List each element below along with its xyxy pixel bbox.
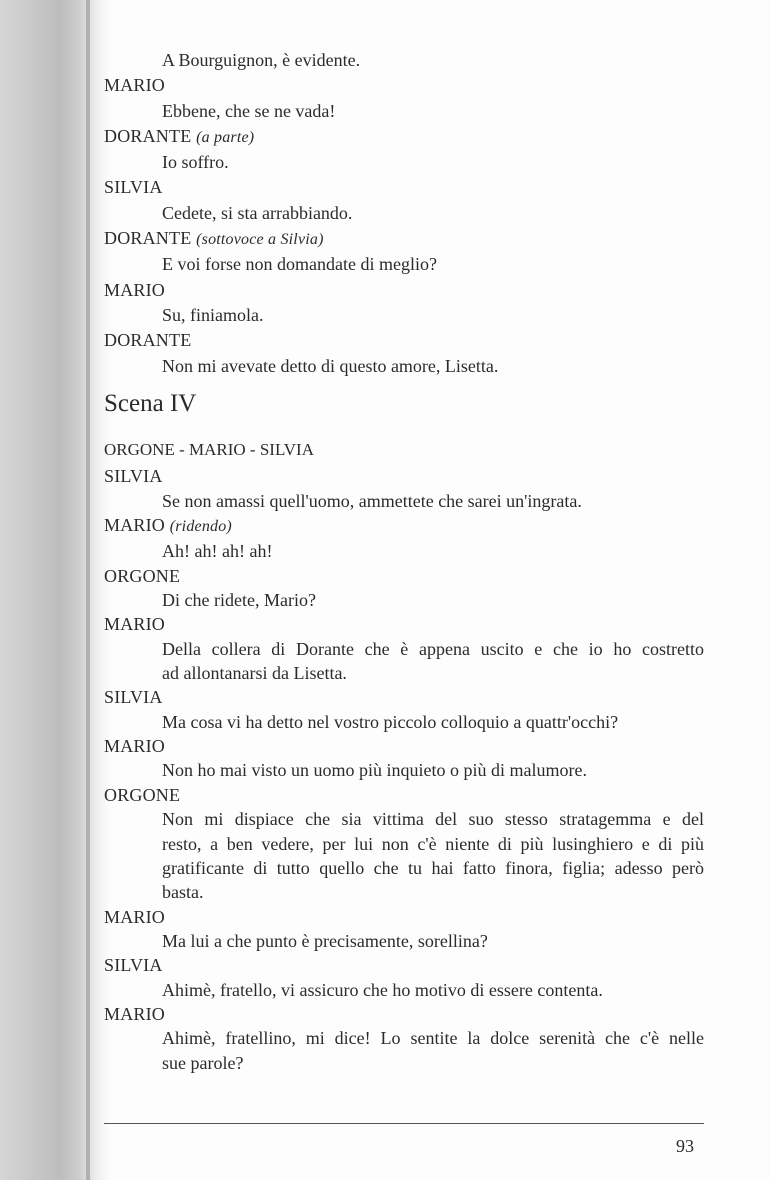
speaker-label: ORGONE bbox=[104, 565, 181, 586]
speaker-name bbox=[104, 953, 704, 977]
dialogue-line: Non mi dispiace che sia vittima del suo stesso stratagemma e del bbox=[162, 809, 704, 830]
dialogue-line: Io soffro. bbox=[162, 152, 229, 173]
speaker-label: SILVIA bbox=[104, 177, 163, 198]
speaker-label: MARIO bbox=[104, 1003, 166, 1024]
speaker-name bbox=[104, 73, 704, 98]
dialogue-line: Ah! ah! ah! ah! bbox=[162, 541, 273, 562]
speaker-label: MARIO bbox=[104, 515, 166, 536]
speaker-label: MARIO bbox=[104, 75, 166, 96]
dialogue-line: gratificante di tutto quello che tu hai fatto finora, figlia; adesso però bbox=[162, 857, 704, 878]
dialogue-line: Cedete, si sta arrabbiando. bbox=[162, 202, 353, 223]
dialogue-line: Non mi avevate detto di questo amore, Lisetta. bbox=[162, 355, 499, 376]
speaker-name bbox=[104, 685, 704, 709]
speaker-label: SILVIA bbox=[104, 466, 163, 487]
dialogue-line: Non ho mai visto un uomo più inquieto o più di malumore. bbox=[162, 760, 587, 781]
dialogue-line: sue parole? bbox=[162, 1052, 244, 1073]
speaker-name bbox=[104, 564, 704, 588]
speaker-name bbox=[104, 464, 704, 488]
dialogue-line: resto, a ben vedere, per lui non c'è niente di più lusinghiero e di più bbox=[162, 833, 704, 854]
scene-title: Scena IV bbox=[104, 390, 197, 417]
speaker-label: DORANTE bbox=[104, 228, 192, 249]
scene-cast: ORGONE - MARIO - SILVIA bbox=[104, 440, 314, 459]
dialogue-block-scene-iv bbox=[104, 438, 704, 1075]
stage-direction: (ridendo) bbox=[169, 518, 232, 536]
speaker-name bbox=[104, 278, 704, 303]
book-gutter-shadow bbox=[0, 0, 110, 1180]
dialogue-line: Ebbene, che se ne vada! bbox=[162, 100, 336, 121]
dialogue-line: basta. bbox=[162, 882, 204, 903]
speaker-name bbox=[104, 328, 704, 353]
speaker-label: DORANTE bbox=[104, 330, 192, 351]
speaker-name bbox=[104, 226, 704, 252]
speaker-label: ORGONE bbox=[104, 784, 181, 805]
stage-direction: (sottovoce a Silvia) bbox=[196, 231, 324, 249]
dialogue-line: Di che ridete, Mario? bbox=[162, 590, 316, 611]
speaker-name bbox=[104, 734, 704, 758]
speaker-label: DORANTE bbox=[104, 125, 192, 146]
dialogue-line: A Bourguignon, è evidente. bbox=[162, 50, 361, 70]
speaker-name bbox=[104, 124, 704, 150]
speaker-name bbox=[104, 175, 704, 200]
dialogue-line: Su, finiamola. bbox=[162, 304, 264, 325]
speaker-name bbox=[104, 783, 704, 807]
speaker-name bbox=[104, 612, 704, 636]
speaker-label: MARIO bbox=[104, 279, 166, 300]
speaker-name bbox=[104, 1002, 704, 1026]
stage-direction: (a parte) bbox=[196, 128, 255, 146]
dialogue-line: E voi forse non domandate di meglio? bbox=[162, 254, 437, 275]
footer-rule bbox=[104, 1123, 704, 1124]
dialogue-line: Ma cosa vi ha detto nel vostro piccolo colloquio a quattr'occhi? bbox=[162, 711, 619, 732]
page-number: 93 bbox=[676, 1136, 694, 1156]
dialogue-line: ad allontanarsi da Lisetta. bbox=[162, 663, 347, 684]
speaker-label: SILVIA bbox=[104, 955, 163, 976]
dialogue-line: Ahimè, fratello, vi assicuro che ho motivo di essere contenta. bbox=[162, 979, 603, 1000]
speaker-name bbox=[104, 905, 704, 929]
dialogue-line: Se non amassi quell'uomo, ammettete che sarei un'ingrata. bbox=[162, 490, 582, 511]
speaker-label: MARIO bbox=[104, 614, 166, 635]
speaker-label: MARIO bbox=[104, 736, 166, 757]
dialogue-line: Della collera di Dorante che è appena uscito e che io ho costretto bbox=[162, 638, 704, 659]
dialogue-line: Ma lui a che punto è precisamente, sorellina? bbox=[162, 930, 488, 951]
speaker-name bbox=[104, 513, 704, 539]
speaker-label: MARIO bbox=[104, 906, 166, 927]
dialogue-line: Ahimè, fratellino, mi dice! Lo sentite la dolce serenità che c'è nelle bbox=[162, 1028, 704, 1049]
dialogue-block-scene-iii-end bbox=[104, 48, 704, 379]
speaker-label: SILVIA bbox=[104, 687, 163, 708]
